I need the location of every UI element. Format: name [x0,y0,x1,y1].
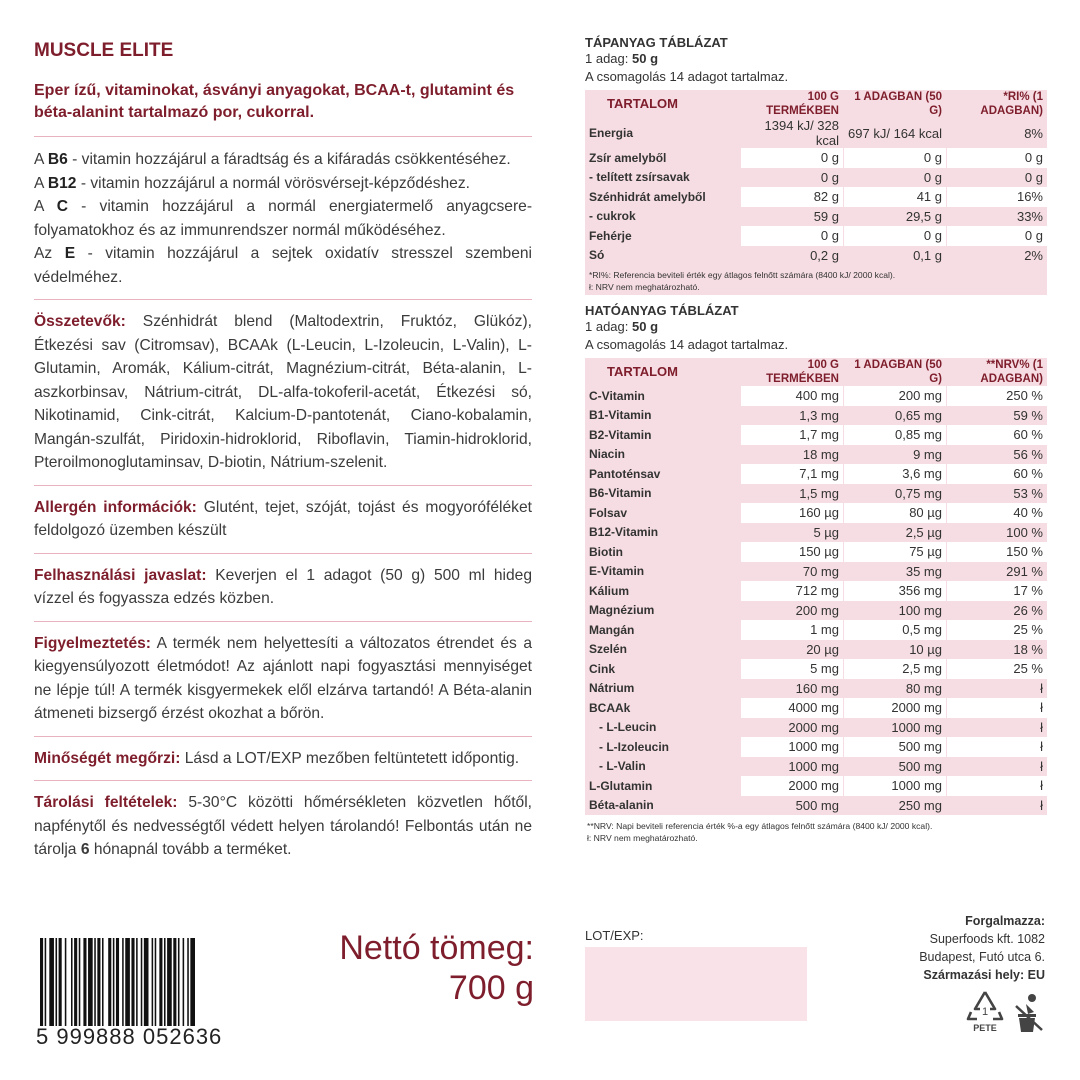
warning-block [34,632,532,737]
table-row [585,640,1047,660]
row-value: 160 µg [740,503,843,523]
row-label: - L-Izoleucin [585,737,740,757]
table-row [585,679,1047,699]
barcode-bar [187,938,189,1026]
table-row [585,503,1047,523]
storage-months: 6 [80,841,90,858]
ingredients-block [34,310,532,486]
table-row [585,445,1047,465]
shelf-life-label: Minőségét megőrzi: [34,749,181,767]
active-footnote [585,815,1047,846]
header-cell: TARTALOM [585,90,740,118]
storage-text-a: 5-30°C közötti hőmérsékleten közvetlen hőtől, napfénytől és nedvességtől védett helyen tárolandó! Felbontás után ne tárolja [34,794,533,858]
row-value: 8% [946,118,1047,148]
net-weight-label: Nettó tömeg: [339,929,534,967]
barcode-bar [116,938,119,1026]
row-value: 1,3 mg [740,406,843,426]
row-value: 0 g [740,168,843,188]
active-serving-size: 50 g [632,319,659,334]
row-value: 0 g [946,148,1047,168]
row-label: - cukrok [585,207,740,227]
table-row [585,118,1047,148]
row-value: 712 mg [740,581,843,601]
active-table-title: HATÓANYAG TÁBLÁZAT [585,303,739,318]
barcode-bar [167,938,172,1026]
row-value: 500 mg [843,757,946,777]
row-value: 40 % [946,503,1047,523]
row-value: ł [946,757,1047,777]
nutrition-serving-label: 1 adag: [585,51,632,66]
row-value: 3,6 mg [843,464,946,484]
row-value: 2000 mg [740,776,843,796]
row-value: 60 % [946,464,1047,484]
allergen-label: Allergén információk: [34,498,197,516]
barcode-bar [94,938,96,1026]
row-value: 5 µg [740,523,843,543]
brand-name: MUSCLE ELITE [34,40,174,61]
ingredients-label: Összetevők: [34,313,126,330]
barcode-bar [108,938,111,1026]
row-label: C-Vitamin [585,386,740,406]
row-value: 18 % [946,640,1047,660]
row-value: 41 g [843,187,946,207]
health-claim [34,242,532,289]
row-value: 70 mg [740,562,843,582]
active-table-wrap [585,358,1047,815]
warning-text: A termék nem helyettesíti a változatos étrendet és a kiegyensúlyozott életmódot! Az ajánlott napi fogyasztási mennyiséget ne lépje túl! A termék kisgyermekek elől elzárva tartandó! A Béta-alanin átmeneti bizsergő érzést okozhat a bőrön. [34,634,532,722]
claim-prefix: A [34,151,48,168]
row-value: 0,65 mg [843,406,946,426]
claim-prefix: A [34,198,57,215]
row-value: 0,85 mg [843,425,946,445]
allergen-text: Glutént, tejet, szóját, tojást és mogyoróféléket feldolgozó üzemben készült [34,498,532,539]
row-value: 0 g [740,226,843,246]
row-value: 10 µg [843,640,946,660]
header-cell: 1 ADAGBAN (50 G) [843,90,946,118]
product-info-column [34,40,532,882]
row-label: Pantoténsav [585,464,740,484]
row-value: 7,1 mg [740,464,843,484]
row-value: 2,5 mg [843,659,946,679]
row-value: 25 % [946,659,1047,679]
health-claims [34,148,532,300]
ingredients-text: Szénhidrát blend (Maltodextrin, Fruktóz, Glükóz), Étkezési sav (Citromsav), BCAAk (L-Leucin, L-Izoleucin, L-Valin), L-Glutamin, Aromák, Kálium-citrát, Magnézium-citrát, Béta-alanin, L-aszkorbinsav, Nátrium-citrát, DL-alfa-tokoferil-acetát, Étkezési só, Nikotinamid, Cink-citrát, Kalcium-D-pantotenát, Ciano-kobalamin, Mangán-szulfát, Piridoxin-hidroklorid, Riboflavin, Tiamin-hidroklorid, Pteroilmonoglutaminsav, D-biotin, Nátrium-szelenit. [34,313,532,471]
row-value: 1,7 mg [740,425,843,445]
row-value: 0 g [946,226,1047,246]
barcode-bar [74,938,77,1026]
trash-bin-icon [1014,992,1046,1032]
allergen-block [34,496,532,554]
distributor-name: Superfoods kft. 1082 [929,932,1045,946]
row-value: 60 % [946,425,1047,445]
row-value: 2,5 µg [843,523,946,543]
table-row [585,207,1047,227]
row-label: B12-Vitamin [585,523,740,543]
row-value: 291 % [946,562,1047,582]
storage-text-b: hónapnál tovább a terméket. [89,841,292,858]
recycle-icon [965,988,1005,1034]
row-value: 33% [946,207,1047,227]
barcode-bar [79,938,81,1026]
barcode-bar [164,938,166,1026]
nutrition-table-title: TÁPANYAG TÁBLÁZAT [585,35,728,50]
table-row [585,737,1047,757]
usage-label: Felhasználási javaslat: [34,566,207,584]
product-subtitle: Eper ízű, vitaminokat, ásványi anyagokat, BCAA-t, glutamint és béta-alanint tartalmazó por, cukorral. [34,80,532,137]
row-label: B6-Vitamin [585,484,740,504]
row-value: 80 mg [843,679,946,699]
row-value: 0 g [946,168,1047,188]
row-value: 4000 mg [740,698,843,718]
table-row [585,523,1047,543]
row-label: L-Glutamin [585,776,740,796]
active-package-note: A csomagolás 14 adagot tartalmaz. [585,337,789,352]
row-label: Energia [585,118,740,148]
active-serving [585,318,1047,336]
row-value: 1394 kJ/ 328 kcal [740,118,843,148]
row-label: E-Vitamin [585,562,740,582]
row-value: 100 % [946,523,1047,543]
storage-block [34,791,532,872]
row-label: Biotin [585,542,740,562]
row-label: Béta-alanin [585,796,740,816]
table-row [585,796,1047,816]
row-value: 16% [946,187,1047,207]
barcode-bar [88,938,93,1026]
active-ingredients-table [585,358,1047,815]
table-row [585,187,1047,207]
table-row [585,386,1047,406]
claim-vitamin: E [64,245,76,262]
barcode-number: 5 999888 052636 [36,1024,223,1049]
origin-text: Származási hely: EU [923,968,1045,982]
row-value: 160 mg [740,679,843,699]
row-label: Niacin [585,445,740,465]
row-value: 0 g [843,226,946,246]
row-value: 82 g [740,187,843,207]
barcode-bar [56,938,58,1026]
header-cell: **NRV% (1 ADAGBAN) [946,358,1047,386]
row-label: Szénhidrát amelyből [585,187,740,207]
row-value: 0 g [843,168,946,188]
claim-vitamin: B6 [47,151,68,168]
row-value: 53 % [946,484,1047,504]
row-value: 2000 mg [843,698,946,718]
table-row [585,659,1047,679]
row-value: 500 mg [843,737,946,757]
row-value: 500 mg [740,796,843,816]
usage-text: Keverjen el 1 adagot (50 g) 500 ml hideg vízzel és fogyassza edzés közben. [34,566,532,607]
row-value: 200 mg [740,601,843,621]
recycle-number: 1 [981,1006,989,1018]
header-cell: TARTALOM [585,358,740,386]
health-claim [34,195,532,242]
row-value: 29,5 g [843,207,946,227]
warning-label: Figyelmeztetés: [34,634,151,652]
health-claim [34,172,532,196]
barcode-bar [144,938,149,1026]
row-value: 0,2 g [740,246,843,266]
nutrition-serving-size: 50 g [632,51,659,66]
barcode-bar [141,938,143,1026]
table-row [585,718,1047,738]
usage-block [34,564,532,622]
header-cell: 1 ADAGBAN (50 G) [843,358,946,386]
barcode-bar [45,938,47,1026]
barcode-bar [40,938,43,1026]
barcode-bar [131,938,134,1026]
row-value: 59 g [740,207,843,227]
barcode-bar [190,938,195,1026]
row-value: 20 µg [740,640,843,660]
header-cell: 100 G TERMÉKBEN [740,358,843,386]
row-value: 75 µg [843,542,946,562]
row-label: Fehérje [585,226,740,246]
row-value: 5 mg [740,659,843,679]
nrv-na-footnote: ł: NRV nem meghatározható. [589,282,700,292]
row-label: Só [585,246,740,266]
shelf-life-text: Lásd a LOT/EXP mezőben feltüntetett időpontig. [180,749,520,767]
row-label: Kálium [585,581,740,601]
table-row [585,601,1047,621]
barcode-bar [122,938,124,1026]
table-row [585,581,1047,601]
barcode-bar [97,938,100,1026]
row-value: 56 % [946,445,1047,465]
row-value: 1 mg [740,620,843,640]
row-value: 200 mg [843,386,946,406]
barcode-bar [71,938,73,1026]
row-value: 1,5 mg [740,484,843,504]
row-label: Folsav [585,503,740,523]
shelf-life-block [34,747,532,782]
row-value: 0,75 mg [843,484,946,504]
claim-vitamin: C [56,198,68,215]
table-row [585,757,1047,777]
row-label: B1-Vitamin [585,406,740,426]
row-value: 1000 mg [843,776,946,796]
nrv-footnote: **NRV: Napi beviteli referencia érték %-a egy átlagos felnőtt számára (8400 kJ/ 2000 kcal). [587,821,933,831]
barcode-bar [113,938,115,1026]
nutrition-serving [585,50,1047,68]
distributor-address: Budapest, Futó utca 6. [919,950,1045,964]
barcode-bar [65,938,67,1026]
row-value: 17 % [946,581,1047,601]
row-label: Magnézium [585,601,740,621]
row-value: 150 % [946,542,1047,562]
barcode-bar [183,938,185,1026]
row-value: 1000 mg [740,737,843,757]
row-value: ł [946,679,1047,699]
barcode-bar [136,938,138,1026]
distributor-block [880,912,1045,984]
table-row [585,562,1047,582]
row-value: 26 % [946,601,1047,621]
active-table-header [585,358,1047,386]
row-value: 0 g [843,148,946,168]
barcode [40,938,248,1026]
row-value: ł [946,718,1047,738]
row-value: 400 mg [740,386,843,406]
table-row [585,148,1047,168]
table-row [585,246,1047,266]
nutrition-table-header [585,90,1047,118]
table-row [585,464,1047,484]
row-value: 356 mg [843,581,946,601]
row-value: 250 mg [843,796,946,816]
nutrition-table-wrap [585,90,1047,295]
claim-prefix: A [34,174,48,192]
tables-column [585,35,1047,846]
row-value: ł [946,796,1047,816]
active-serving-label: 1 adag: [585,319,632,334]
row-value: 250 % [946,386,1047,406]
distributor-label: Forgalmazza: [965,914,1045,928]
claim-text: - vitamin hozzájárul a normál energiatermelő anyagcsere-folyamatokhoz és az immunrendszer normál működéséhez. [34,198,533,239]
barcode-bar [59,938,62,1026]
row-value: 9 mg [843,445,946,465]
net-weight [300,928,534,1008]
row-value: ł [946,737,1047,757]
claim-prefix: Az [34,245,65,262]
barcode-bar [125,938,130,1026]
claim-vitamin: B12 [47,174,77,192]
row-label: Szelén [585,640,740,660]
row-label: Zsír amelyből [585,148,740,168]
row-value: 1000 mg [843,718,946,738]
barcode-bar [178,938,180,1026]
row-value: 0,5 mg [843,620,946,640]
claim-text: - vitamin hozzájárul a sejtek oxidatív stresszel szembeni védelméhez. [34,245,533,286]
row-value: 0 g [740,148,843,168]
nutrition-footnote [585,265,1047,295]
row-value: 0,1 g [843,246,946,266]
table-row [585,776,1047,796]
barcode-bar [49,938,54,1026]
row-value: 2% [946,246,1047,266]
header-cell: *RI% (1 ADAGBAN) [946,90,1047,118]
row-value: 2000 mg [740,718,843,738]
row-value: 25 % [946,620,1047,640]
table-row [585,620,1047,640]
header-cell: 100 G TERMÉKBEN [740,90,843,118]
barcode-bar [159,938,162,1026]
row-label: - L-Leucin [585,718,740,738]
nrv-na-footnote-2: ł: NRV nem meghatározható. [587,833,698,843]
row-value: ł [946,698,1047,718]
ri-footnote: *RI%: Referencia beviteli érték egy átlagos felnőtt számára (8400 kJ/ 2000 kcal). [589,270,896,280]
row-label: B2-Vitamin [585,425,740,445]
row-value: 59 % [946,406,1047,426]
barcode-bar [102,938,104,1026]
table-row [585,425,1047,445]
barcode-bar [83,938,86,1026]
table-row [585,168,1047,188]
row-value: 100 mg [843,601,946,621]
net-weight-value: 700 g [448,969,534,1007]
row-value: 1000 mg [740,757,843,777]
claim-text: - vitamin hozzájárul a fáradtság és a kifáradás csökkentéséhez. [67,151,511,168]
storage-label: Tárolási feltételek: [34,794,178,811]
row-label: Mangán [585,620,740,640]
barcode-bar [155,938,157,1026]
health-claim [34,148,532,172]
table-row [585,698,1047,718]
barcode-bar [173,938,176,1026]
table-row [585,406,1047,426]
table-row [585,226,1047,246]
nutrition-table [585,90,1047,265]
nutrition-package-note: A csomagolás 14 adagot tartalmaz. [585,69,789,84]
lot-exp-label: LOT/EXP: [585,928,644,943]
recycle-label: PETE [973,1023,997,1033]
lot-exp-field [585,947,807,1021]
row-value: ł [946,776,1047,796]
row-label: Cink [585,659,740,679]
table-row [585,484,1047,504]
row-value: 697 kJ/ 164 kcal [843,118,946,148]
barcode-bar [152,938,154,1026]
row-value: 80 µg [843,503,946,523]
row-label: BCAAk [585,698,740,718]
row-value: 35 mg [843,562,946,582]
row-label: Nátrium [585,679,740,699]
row-label: - L-Valin [585,757,740,777]
row-value: 150 µg [740,542,843,562]
row-label: - telített zsírsavak [585,168,740,188]
row-value: 18 mg [740,445,843,465]
claim-text: - vitamin hozzájárul a normál vörösvérsejt-képződéshez. [76,174,470,192]
table-row [585,542,1047,562]
